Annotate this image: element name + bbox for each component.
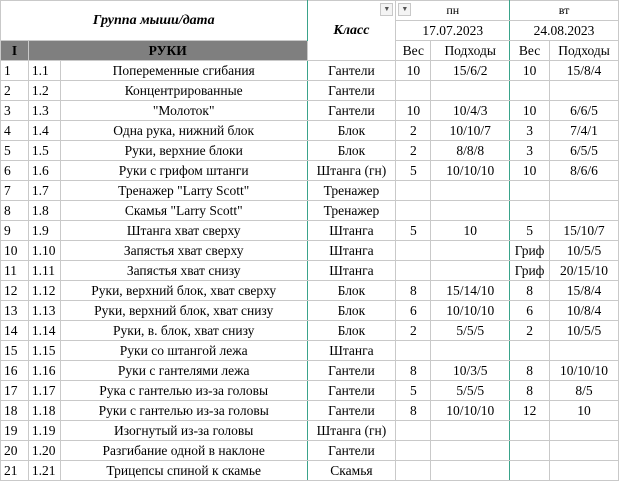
exercise-class[interactable]: Блок [307, 281, 396, 301]
exercise-code[interactable]: 1.21 [28, 461, 60, 481]
session2-day-label: вт [558, 3, 570, 17]
session1-weight[interactable] [396, 81, 431, 101]
session2-sets[interactable]: 8/5 [550, 381, 619, 401]
table-row [1, 181, 619, 201]
row-number[interactable]: 3 [1, 101, 29, 121]
exercise-class[interactable]: Блок [307, 121, 396, 141]
session2-sets[interactable]: 10 [550, 401, 619, 421]
session2-sets[interactable] [550, 421, 619, 441]
session2-sets[interactable]: 15/10/7 [550, 221, 619, 241]
row-number[interactable]: 21 [1, 461, 29, 481]
table-row [1, 381, 619, 401]
exercise-class[interactable]: Штанга [307, 221, 396, 241]
table-row [1, 141, 619, 161]
exercise-class[interactable]: Тренажер [307, 181, 396, 201]
session2-sets[interactable]: 8/6/6 [550, 161, 619, 181]
session1-weight[interactable] [396, 241, 431, 261]
session2-sets[interactable] [550, 181, 619, 201]
session2-weight[interactable] [510, 341, 550, 361]
exercise-code[interactable]: 1.4 [28, 121, 60, 141]
exercise-name[interactable]: Руки, верхние блоки [60, 141, 307, 161]
session1-weight[interactable]: 10 [396, 101, 431, 121]
session1-weight[interactable]: 2 [396, 141, 431, 161]
exercise-code[interactable]: 1.19 [28, 421, 60, 441]
table-row [1, 461, 619, 481]
row-number[interactable]: 19 [1, 421, 29, 441]
session1-weight[interactable] [396, 441, 431, 461]
row-number[interactable]: 4 [1, 121, 29, 141]
exercise-code[interactable]: 1.17 [28, 381, 60, 401]
class-label: Класс [333, 23, 370, 38]
exercise-name[interactable]: Изогнутый из-за головы [60, 421, 307, 441]
exercise-name[interactable]: Руки, верхний блок, хват снизу [60, 301, 307, 321]
session1-sets[interactable]: 15/14/10 [431, 281, 510, 301]
exercise-code[interactable]: 1.15 [28, 341, 60, 361]
session1-weight[interactable]: 2 [396, 321, 431, 341]
session2-sets-header[interactable]: Подходы [550, 41, 619, 61]
row-number[interactable]: 20 [1, 441, 29, 461]
table-row [1, 221, 619, 241]
table-row [1, 401, 619, 421]
session1-day[interactable] [396, 1, 510, 21]
exercise-code[interactable]: 1.10 [28, 241, 60, 261]
session2-sets[interactable] [550, 441, 619, 461]
exercise-name[interactable]: Тренажер "Larry Scott" [60, 181, 307, 201]
row-number[interactable]: 9 [1, 221, 29, 241]
session1-sets[interactable]: 10/4/3 [431, 101, 510, 121]
row-number[interactable]: 14 [1, 321, 29, 341]
exercise-code[interactable]: 1.8 [28, 201, 60, 221]
session1-weight[interactable]: 2 [396, 121, 431, 141]
row-number[interactable]: 13 [1, 301, 29, 321]
session2-weight[interactable] [510, 81, 550, 101]
exercise-code[interactable]: 1.16 [28, 361, 60, 381]
session2-weight[interactable] [510, 421, 550, 441]
session1-sets[interactable] [431, 241, 510, 261]
table-row [1, 81, 619, 101]
session1-sets[interactable]: 8/8/8 [431, 141, 510, 161]
exercise-class[interactable]: Гантели [307, 361, 396, 381]
exercise-name[interactable]: Запястья хват сверху [60, 241, 307, 261]
table-row [1, 281, 619, 301]
table-row [1, 261, 619, 281]
table-row [1, 241, 619, 261]
exercise-name[interactable]: Попеременные сгибания [60, 61, 307, 81]
table-row [1, 361, 619, 381]
session1-sets[interactable] [431, 421, 510, 441]
exercise-name[interactable]: Рука с гантелью из-за головы [60, 381, 307, 401]
session2-sets[interactable]: 15/8/4 [550, 61, 619, 81]
session2-weight[interactable] [510, 201, 550, 221]
session2-weight[interactable]: 8 [510, 381, 550, 401]
session2-weight[interactable] [510, 181, 550, 201]
session2-sets[interactable]: 20/15/10 [550, 261, 619, 281]
exercise-class[interactable]: Блок [307, 141, 396, 161]
session1-sets[interactable]: 10/10/10 [431, 301, 510, 321]
exercise-class[interactable]: Штанга [307, 261, 396, 281]
session1-sets[interactable]: 15/6/2 [431, 61, 510, 81]
section-title[interactable]: РУКИ [28, 41, 307, 61]
table-row [1, 441, 619, 461]
exercise-class[interactable]: Гантели [307, 381, 396, 401]
exercise-code[interactable]: 1.11 [28, 261, 60, 281]
session2-sets[interactable]: 6/5/5 [550, 141, 619, 161]
session2-weight[interactable]: 10 [510, 161, 550, 181]
row-number[interactable]: 18 [1, 401, 29, 421]
session2-date[interactable]: 24.08.2023 [510, 21, 619, 41]
table-row [1, 421, 619, 441]
exercise-name[interactable]: Руки, верхний блок, хват сверху [60, 281, 307, 301]
row-number[interactable]: 12 [1, 281, 29, 301]
session2-weight[interactable]: 10 [510, 101, 550, 121]
exercise-name[interactable]: Скамья "Larry Scott" [60, 201, 307, 221]
session1-weight[interactable] [396, 201, 431, 221]
table-row [1, 161, 619, 181]
exercise-code[interactable]: 1.18 [28, 401, 60, 421]
exercise-code[interactable]: 1.2 [28, 81, 60, 101]
session2-sets[interactable]: 6/6/5 [550, 101, 619, 121]
exercise-name[interactable]: Разгибание одной в наклоне [60, 441, 307, 461]
table-row [1, 121, 619, 141]
filter-dropdown-icon[interactable]: ▼ [380, 3, 393, 16]
row-number[interactable]: 8 [1, 201, 29, 221]
session1-weight[interactable]: 8 [396, 401, 431, 421]
row-number[interactable]: 15 [1, 341, 29, 361]
session2-weight[interactable]: 10 [510, 61, 550, 81]
session2-weight[interactable]: 3 [510, 121, 550, 141]
exercise-class[interactable]: Гантели [307, 401, 396, 421]
row-number[interactable]: 6 [1, 161, 29, 181]
exercise-class[interactable]: Гантели [307, 61, 396, 81]
exercise-class[interactable]: Штанга (гн) [307, 421, 396, 441]
session2-sets[interactable]: 15/8/4 [550, 281, 619, 301]
session1-sets[interactable]: 10/10/10 [431, 161, 510, 181]
session2-sets[interactable]: 10/5/5 [550, 321, 619, 341]
session1-sets[interactable] [431, 201, 510, 221]
session2-weight[interactable]: 8 [510, 361, 550, 381]
session2-day[interactable] [510, 1, 619, 21]
session2-weight[interactable] [510, 461, 550, 481]
session1-weight[interactable] [396, 421, 431, 441]
session1-weight[interactable] [396, 341, 431, 361]
exercise-code[interactable]: 1.5 [28, 141, 60, 161]
exercise-class[interactable]: Скамья [307, 461, 396, 481]
exercise-code[interactable]: 1.3 [28, 101, 60, 121]
session1-sets[interactable]: 5/5/5 [431, 321, 510, 341]
session1-weight[interactable]: 5 [396, 221, 431, 241]
session2-sets[interactable]: 10/8/4 [550, 301, 619, 321]
exercise-code[interactable]: 1.20 [28, 441, 60, 461]
exercise-name[interactable]: "Молоток" [60, 101, 307, 121]
table-row [1, 301, 619, 321]
exercise-class[interactable]: Блок [307, 301, 396, 321]
exercise-code[interactable]: 1.13 [28, 301, 60, 321]
exercise-code[interactable]: 1.14 [28, 321, 60, 341]
session2-weight[interactable]: Гриф [510, 241, 550, 261]
row-number[interactable]: 1 [1, 61, 29, 81]
exercise-code[interactable]: 1.7 [28, 181, 60, 201]
filter-dropdown-icon[interactable]: ▼ [398, 3, 411, 16]
table-row [1, 321, 619, 341]
session1-sets[interactable]: 10/10/7 [431, 121, 510, 141]
session1-sets-header[interactable]: Подходы [431, 41, 510, 61]
session1-sets[interactable]: 10 [431, 221, 510, 241]
session2-weight[interactable]: 6 [510, 301, 550, 321]
table-row [1, 201, 619, 221]
session1-weight[interactable]: 5 [396, 381, 431, 401]
session2-sets[interactable]: 10/10/10 [550, 361, 619, 381]
session1-sets[interactable]: 10/10/10 [431, 401, 510, 421]
exercise-class[interactable]: Штанга [307, 341, 396, 361]
exercise-code[interactable]: 1.12 [28, 281, 60, 301]
exercise-name[interactable]: Штанга хват сверху [60, 221, 307, 241]
session2-weight[interactable]: Гриф [510, 261, 550, 281]
table-row [1, 341, 619, 361]
exercise-name[interactable]: Концентрированные [60, 81, 307, 101]
session2-weight[interactable] [510, 441, 550, 461]
row-number[interactable]: 16 [1, 361, 29, 381]
session1-sets[interactable] [431, 441, 510, 461]
row-number[interactable]: 10 [1, 241, 29, 261]
session2-sets[interactable]: 7/4/1 [550, 121, 619, 141]
exercise-class[interactable]: Гантели [307, 81, 396, 101]
session1-date[interactable]: 17.07.2023 [396, 21, 510, 41]
session2-sets[interactable] [550, 201, 619, 221]
session2-sets[interactable] [550, 81, 619, 101]
row-number[interactable]: 17 [1, 381, 29, 401]
group-title[interactable]: Группа мыши/дата [1, 1, 308, 41]
exercise-class[interactable]: Штанга (гн) [307, 161, 396, 181]
session1-sets[interactable] [431, 261, 510, 281]
session1-weight[interactable] [396, 181, 431, 201]
exercise-code[interactable]: 1.9 [28, 221, 60, 241]
session2-weight[interactable]: 12 [510, 401, 550, 421]
table-row [1, 61, 619, 81]
session1-weight[interactable] [396, 461, 431, 481]
exercise-code[interactable]: 1.1 [28, 61, 60, 81]
class-header[interactable] [307, 1, 396, 61]
session2-sets[interactable] [550, 461, 619, 481]
session1-weight[interactable]: 6 [396, 301, 431, 321]
session1-weight-header[interactable]: Вес [396, 41, 431, 61]
exercise-name[interactable]: Руки с гантелями лежа [60, 361, 307, 381]
session2-weight[interactable]: 5 [510, 221, 550, 241]
row-number[interactable]: 2 [1, 81, 29, 101]
session1-sets[interactable]: 5/5/5 [431, 381, 510, 401]
session1-weight[interactable]: 10 [396, 61, 431, 81]
session2-weight[interactable]: 3 [510, 141, 550, 161]
row-number[interactable]: 11 [1, 261, 29, 281]
session2-sets[interactable] [550, 341, 619, 361]
session2-weight[interactable]: 8 [510, 281, 550, 301]
session1-weight[interactable] [396, 261, 431, 281]
session1-sets[interactable]: 10/3/5 [431, 361, 510, 381]
exercise-name[interactable]: Руки, в. блок, хват снизу [60, 321, 307, 341]
session1-day-label: пн [446, 3, 460, 17]
session1-sets[interactable] [431, 341, 510, 361]
session1-sets[interactable] [431, 81, 510, 101]
session1-weight[interactable]: 8 [396, 281, 431, 301]
exercise-code[interactable]: 1.6 [28, 161, 60, 181]
exercise-name[interactable]: Трицепсы спиной к скамье [60, 461, 307, 481]
exercise-name[interactable]: Одна рука, нижний блок [60, 121, 307, 141]
session1-weight[interactable]: 8 [396, 361, 431, 381]
section-roman[interactable]: I [1, 41, 29, 61]
table-row [1, 101, 619, 121]
session1-sets[interactable] [431, 181, 510, 201]
exercise-name[interactable]: Руки с грифом штанги [60, 161, 307, 181]
row-number[interactable]: 7 [1, 181, 29, 201]
session1-weight[interactable]: 5 [396, 161, 431, 181]
exercise-name[interactable]: Запястья хват снизу [60, 261, 307, 281]
row-number[interactable]: 5 [1, 141, 29, 161]
exercise-class[interactable]: Тренажер [307, 201, 396, 221]
exercise-class[interactable]: Штанга [307, 241, 396, 261]
exercise-class[interactable]: Блок [307, 321, 396, 341]
session2-weight[interactable]: 2 [510, 321, 550, 341]
exercise-class[interactable]: Гантели [307, 101, 396, 121]
exercise-name[interactable]: Руки с гантелью из-за головы [60, 401, 307, 421]
exercise-class[interactable]: Гантели [307, 441, 396, 461]
exercise-name[interactable]: Руки со штангой лежа [60, 341, 307, 361]
session2-weight-header[interactable]: Вес [510, 41, 550, 61]
session1-sets[interactable] [431, 461, 510, 481]
session2-sets[interactable]: 10/5/5 [550, 241, 619, 261]
